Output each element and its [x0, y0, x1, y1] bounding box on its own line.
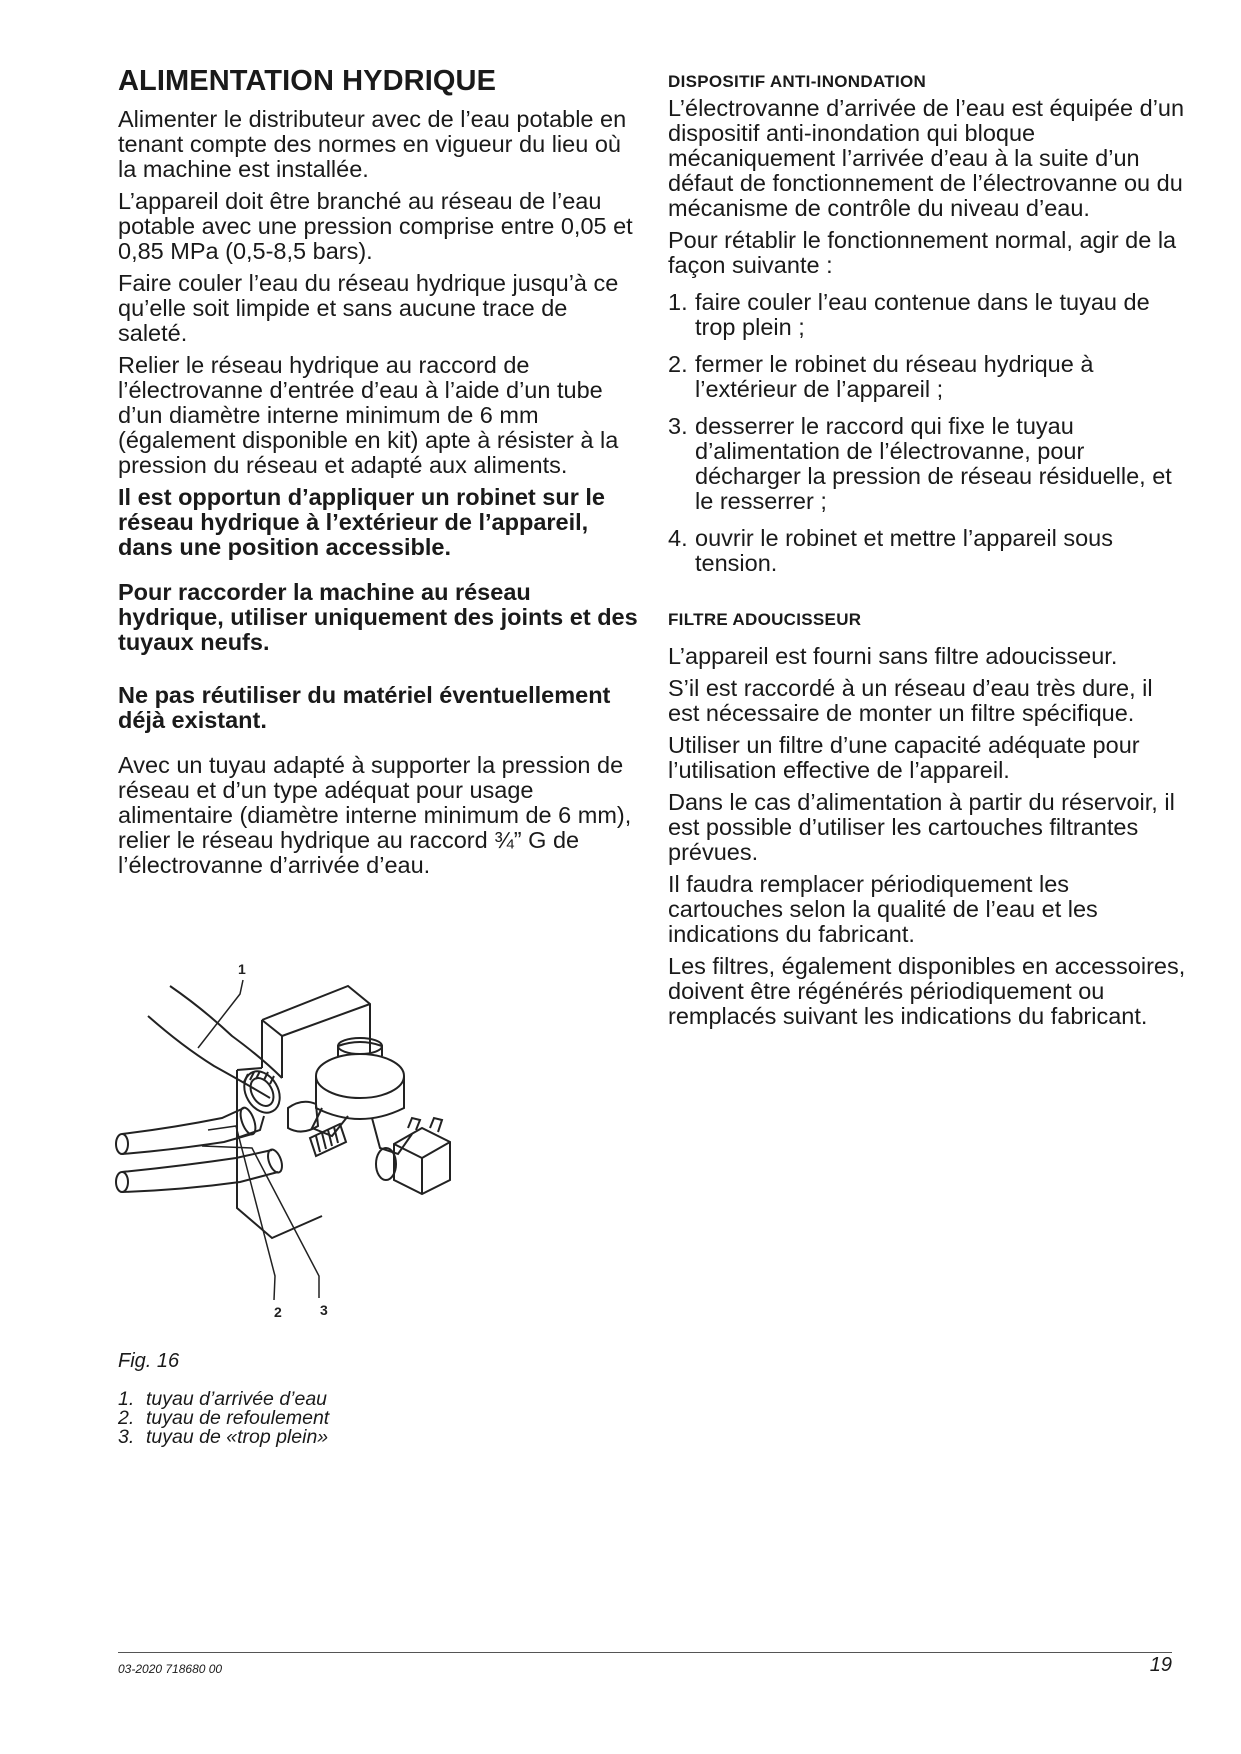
paragraph: Faire couler l’eau du réseau hydrique jusqu’à ce qu’elle soit limpide et sans aucune trace de saleté. [118, 270, 619, 346]
subsection-title-anti-inondation: DISPOSITIF ANTI-INONDATION [668, 72, 927, 91]
subsection-title-filtre: FILTRE ADOUCISSEUR [668, 610, 862, 629]
figure-title: Fig. 16 [118, 1350, 180, 1372]
paragraph: Pour rétablir le fonctionnement normal, agir de la façon suivante : [668, 227, 1177, 278]
paragraph: L’électrovanne d’arrivée de l’eau est équipée d’un dispositif anti-inondation qui bloque mécaniquement l’arrivée d’eau à la suite d’un défaut de fonctionnement de l’électrovanne ou du mécanisme de contrôle du niveau d’eau. [668, 95, 1185, 221]
paragraph: Relier le réseau hydrique au raccord de l’électrovanne d’entrée d’eau à l’aide d’un tube d’un diamètre interne minimum de 6 mm (également disponible en kit) apte à résister à la pression du réseau et adapté aux aliments. [118, 352, 619, 478]
step-item: 3. desserrer le raccord qui fixe le tuyau d’alimentation de l’électrovanne, pour décharger la pression de réseau résiduelle, et le resserrer ; [668, 413, 1172, 514]
figure-caption [118, 1349, 578, 1447]
figure-legend-item: 2. tuyau de refoulement [118, 1407, 330, 1429]
footer-doc-code: 03-2020 718680 00 [118, 1662, 223, 1676]
paragraph: L’appareil doit être branché au réseau de l’eau potable avec une pression comprise entre 0,05 et 0,85 MPa (0,5-8,5 bars). [118, 188, 633, 264]
paragraph: Avec un tuyau adapté à supporter la pression de réseau et d’un type adéquat pour usage alimentaire (diamètre interne minimum de 6 mm), relier le réseau hydrique au raccord ¾” G de l’électrovanne d’arrivée d’eau. [118, 752, 632, 878]
paragraph: Dans le cas d’alimentation à partir du réservoir, il est possible d’utiliser les cartouches filtrantes prévues. [668, 789, 1175, 865]
procedure-steps [668, 290, 1188, 576]
section-title-alimentation: ALIMENTATION HYDRIQUE [118, 65, 497, 97]
paragraph: L’appareil est fourni sans filtre adoucisseur. [668, 643, 1118, 669]
warning-paragraph: Pour raccorder la machine au réseau hydrique, utiliser uniquement des joints et des tuyaux neufs. [118, 579, 638, 655]
footer-rule [118, 1652, 1172, 1653]
callout-3: 3 [320, 1302, 328, 1318]
callout-2: 2 [274, 1304, 282, 1320]
step-item: 4. ouvrir le robinet et mettre l’appareil sous tension. [668, 525, 1113, 576]
callout-1: 1 [238, 961, 246, 977]
left-column [118, 64, 638, 885]
paragraph: Il faudra remplacer périodiquement les cartouches selon la qualité de l’eau et les indications du fabricant. [668, 871, 1098, 947]
figure-legend-item: 3. tuyau de «trop plein» [118, 1426, 329, 1448]
paragraph: Les filtres, également disponibles en accessoires, doivent être régénérés périodiquement ou remplacés suivant les indications du fabricant. [668, 953, 1186, 1029]
warning-paragraph: Ne pas réutiliser du matériel éventuellement déjà existant. [118, 682, 611, 733]
paragraph: Alimenter le distributeur avec de l’eau potable en tenant compte des normes en vigueur du lieu où la machine est installée. [118, 106, 627, 182]
figure-legend-item: 1. tuyau d’arrivée d’eau [118, 1388, 328, 1410]
paragraph: Utiliser un filtre d’une capacité adéquate pour l’utilisation effective de l’appareil. [668, 732, 1140, 783]
paragraph: S’il est raccordé à un réseau d’eau très dure, il est nécessaire de monter un filtre spécifique. [668, 675, 1153, 726]
step-item: 2. fermer le robinet du réseau hydrique à l’extérieur de l’appareil ; [668, 351, 1094, 402]
right-column [668, 72, 1188, 1036]
figure-16-illustration [112, 958, 572, 1338]
page-number: 19 [1149, 1654, 1172, 1676]
step-item: 1. faire couler l’eau contenue dans le tuyau de trop plein ; [668, 289, 1150, 340]
warning-paragraph: Il est opportun d’appliquer un robinet sur le réseau hydrique à l’extérieur de l’appareil, dans une position accessible. [118, 484, 605, 560]
valve-hoses-drawing [112, 958, 572, 1338]
